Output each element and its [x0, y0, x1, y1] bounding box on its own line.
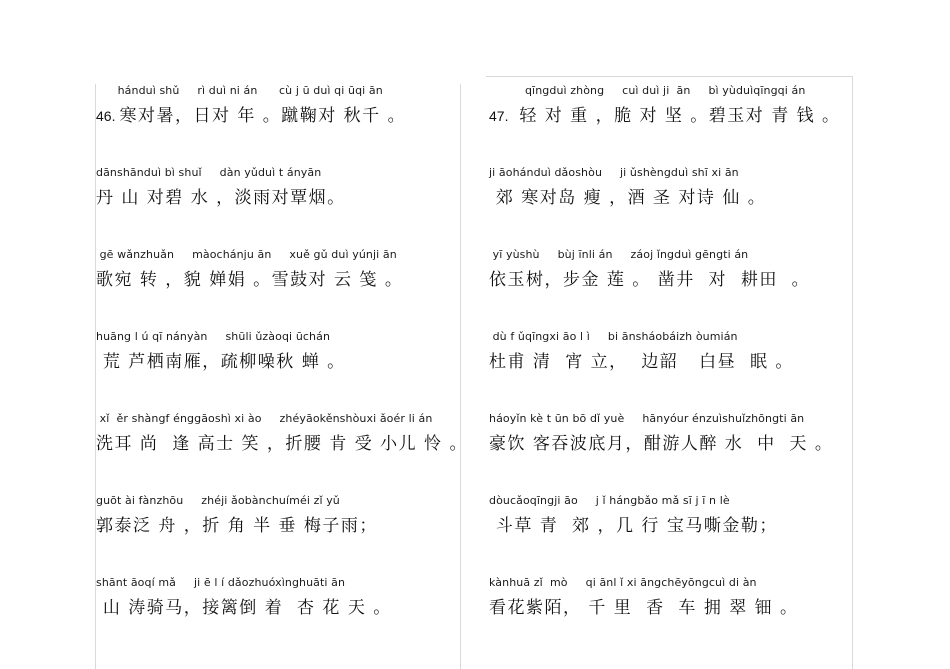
hanzi-line: [489, 597, 849, 619]
pinyin-line: yī yùshù bùj īnli án záoj ǐngduì gēngti án: [489, 248, 749, 261]
hanzi-text: 洗耳 尚 逢 高士 笑 ，折腰 肯 受 小儿 怜 。: [96, 434, 468, 454]
hanzi-text: 依玉树，步金 莲 。 凿井 对 耕田 。: [489, 270, 811, 290]
pinyin-line: ji āohánduì dǎoshòu ji ǔshèngduì shī xi ān: [489, 166, 739, 179]
hanzi-text: 杜甫 清 宵 立， 边韶 白昼 眠 。: [489, 352, 794, 372]
hanzi-line: [489, 187, 849, 209]
couplet-entry: [489, 84, 849, 166]
couplet-entry: [96, 494, 456, 576]
pinyin-line: dòucǎoqīngji āo j ǐ hángbǎo mǎ sī j ī n lè: [489, 494, 730, 507]
couplet-entry: [96, 166, 456, 248]
couplet-entry: [489, 248, 849, 330]
pinyin-line: shānt āoqí mǎ ji ē l í dǎozhuóxìnghuāti ān: [96, 576, 346, 589]
couplet-entry: [96, 248, 456, 330]
left-column: [96, 84, 468, 658]
hanzi-line: [96, 269, 456, 291]
couplet-entry: [489, 330, 849, 412]
pinyin-line: háoyǐn kè t ūn bō dǐ yuè hānyóur énzuìshuǐzhōngti ān: [489, 412, 805, 425]
hanzi-line: [96, 515, 456, 537]
hanzi-text: 郭泰泛 舟 ，折 角 半 垂 梅子雨；: [96, 516, 378, 536]
entry-number: 47.: [489, 108, 509, 124]
pinyin-line: guōt ài fànzhōu zhéji ǎobànchuíméi zǐ yǔ: [96, 494, 340, 507]
right-column-top-rule: [486, 76, 853, 77]
couplet-entry: [96, 330, 456, 412]
hanzi-text: 豪饮 客吞波底月，酣游人醉 水 中 天 。: [489, 434, 834, 454]
hanzi-line: [96, 597, 456, 619]
hanzi-text: 荒 芦栖南雁，疏柳噪秋 蝉 。: [96, 352, 346, 372]
hanzi-line: [96, 351, 456, 373]
pinyin-line: kànhuā zǐ mò qi ānl ǐ xi āngchēyōngcuì di àn: [489, 576, 757, 589]
hanzi-line: [489, 269, 849, 291]
right-column: [489, 84, 849, 658]
couplet-entry: [489, 166, 849, 248]
pinyin-line: huāng l ú qī nányàn shūli ǔzàoqi ūchán: [96, 330, 331, 343]
hanzi-line: [489, 351, 849, 373]
pinyin-line: dù f ǔqīngxi āo l ì bi ānsháobáizh òumián: [489, 330, 738, 343]
entry-number: 46.: [96, 108, 116, 124]
center-column-divider: [460, 84, 461, 669]
couplet-entry: [489, 576, 849, 658]
pinyin-line: dānshānduì bì shuǐ dàn yǔduì t ányān: [96, 166, 322, 179]
pinyin-line: hánduì shǔ rì duì ni án cù j ū duì qi ūqi ān: [96, 84, 383, 97]
hanzi-text: 斗草 青 郊 ，几 行 宝马嘶金勒；: [489, 516, 778, 536]
pinyin-line: gē wǎnzhuǎn màochánju ān xuě gǔ duì yúnji ān: [96, 248, 397, 261]
couplet-entry: [489, 494, 849, 576]
hanzi-line: [96, 187, 456, 209]
hanzi-line: [489, 433, 849, 455]
pinyin-line: qīngduì zhòng cuì duì ji ān bì yùduìqīngqi án: [489, 84, 806, 97]
couplet-entry: [96, 576, 456, 658]
hanzi-text: 看花紫陌， 千 里 香 车 拥 翠 钿 。: [489, 598, 799, 618]
couplet-entry: [96, 412, 468, 494]
hanzi-line: [489, 515, 849, 537]
hanzi-line: [96, 105, 456, 127]
right-column-divider: [852, 76, 853, 669]
hanzi-line: [96, 433, 468, 455]
hanzi-text: 丹 山 对碧 水 ，淡雨对覃烟。: [96, 188, 346, 208]
hanzi-text: 歌宛 转 ，貌 婵娟 。雪鼓对 云 笺 。: [96, 270, 404, 290]
hanzi-text: 郊 寒对岛 瘦 ，酒 圣 对诗 仙 。: [489, 188, 767, 208]
pinyin-line: xǐ ěr shàngf énggāoshì xi ào zhéyāokěnshòuxi ǎoér li án: [96, 412, 433, 425]
hanzi-text: 山 涛骑马，接篱倒 着 杏 花 天 。: [96, 598, 392, 618]
hanzi-text: 寒对暑，日对 年 。蹴鞠对 秋千 。: [119, 106, 407, 126]
hanzi-line: [489, 105, 849, 127]
hanzi-text: 轻 对 重 ，脆 对 坚 。碧玉对 青 钱 。: [512, 106, 841, 126]
couplet-entry: [489, 412, 849, 494]
couplet-entry: [96, 84, 456, 166]
